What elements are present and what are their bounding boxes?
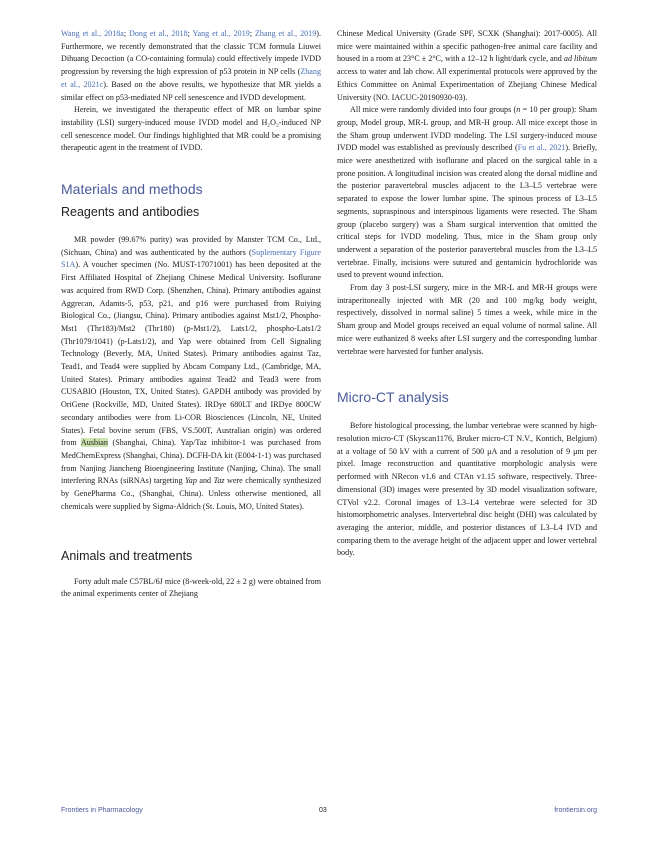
right-column [337, 28, 597, 560]
citation-link[interactable]: Yang et al., 2019 [192, 29, 250, 38]
site-link[interactable]: frontiersin.org [554, 807, 597, 814]
grouping-paragraph: All mice were randomly divided into four groups (n = 10 per group): Sham group, Model group, MR-L group, and MR-H group. All mice except those in the Sham group underwent IVDD modeling. The LSI surgery-induced mouse IVDD model was established as previously described (Fu et al., 2021). Briefly, mice were anesthetized with isoflurane and placed on the surgical table in a prone position. A longitudinal incision was created along the dorsal midline and the posterior paravertebral muscles adjacent to the L3–L5 vertebrae were separated to expose the lower lumbar spine. The spinous process of L3–L5 segments, supraspinous and interspinous ligaments were resected. The Sham group (placebo surgery) was a Sham surgical intervention that omitted the critical steps for IVDD modeling. Thus, mice in the Sham group only underwent a separation of the posterior paravertebral muscles from the L3–L5 vertebrae. Finally, incisions were sutured and gentamicin hydrochloride was used to prevent wound infection. [337, 105, 597, 280]
intro-paragraph-1: Wang et al., 2018a; Dong et al., 2018; Yang et al., 2019; Zhang et al., 2019). Furthermore, we recently demonstrated that the classic TCM formula Liuwei Dihuang Decoction (a CO-containing formula) could effectively impede IVDD progression by reversing the high expression of p53 protein in NP cells (Zhang et al., 2021c). Based on the above results, we hypothesize that MR yields a similar effect on p53-mediated NP cell senescence and IVDD development. [61, 29, 321, 102]
subsection-title: Animals and treatments [61, 548, 193, 563]
treatment-paragraph: From day 3 post-LSI surgery, mice in the MR-L and MR-H groups were intraperitoneally injected with MR (20 and 100 mg/kg body weight, respectively, dissolved in normal saline) 5 times a week, while mice in the Sham group and Model groups received an equal volume of normal saline. All mice were euthanized 8 weeks after LSI surgery and the corresponding lumbar vertebrae were harvested for further analysis. [337, 283, 597, 356]
citation-link[interactable]: Dong et al., 2018 [129, 29, 188, 38]
page-number: 03 [319, 807, 327, 814]
citation-link[interactable]: Zhang et al., 2019 [254, 29, 317, 38]
page-footer [61, 807, 597, 819]
subsection-title: Reagents and antibodies [61, 205, 200, 220]
left-column [61, 28, 321, 601]
citation-link[interactable]: Fu et al., 2021 [517, 143, 566, 153]
section-title: Micro-CT analysis [337, 389, 449, 406]
animals-paragraph-cont: Chinese Medical University (Grade SPF, SCXK (Shanghai): 2017-0005). All mice were maintained within a specific pathogen-free animal care facility and housed in a room at 23°C ± 2°C, with a 12–12 h light/dark cycle, and ad libitum access to water and lab chow. All experimental protocols were approved by the Ethics Committee on Animal Experimentation of Zhejiang Chinese Medical University (NO. IACUC-20190930-03). [337, 29, 597, 102]
animals-paragraph: Forty adult male C57BL/6J mice (8-week-old, 22 ± 2 g) were obtained from the animal experiments center of Zhejiang [61, 576, 321, 599]
section-title: Materials and methods [61, 181, 203, 198]
highlighted-text: Ausbian [80, 438, 108, 448]
citation-link[interactable]: Wang et al., 2018a [61, 29, 124, 38]
reagents-paragraph: MR powder (99.67% purity) was provided by Manster TCM Co., Ltd., (Sichuan, China) and was authenticated by the authors (Suplementary Figure S1A). A voucher specimen (No. MUST-17071001) has been deposited at the First Affiliated Hospital of Zhejiang Chinese Medical University. Isoflurane was acquired from RWD Corp. (Shenzhen, China). Primary antibodies against Aggrecan, Adamts-5, p53, p21, and p16 were purchased from Ruiying Biological Co., (Jiangsu, China). Primary antibodies against Mst1/2, Phospho-Mst1 (Thr183)/Mst2 (Thr180) (p-Mst1/2), Lats1/2, phospho-Lats1/2 (Thr1079/1041) (p-Lats1/2), and Yap were obtained from Cell Signaling Technology (Beverly, MA, United States). Primary antibodies against Taz, Tead1, and Tead4 were supplied by Abcam Company Ltd., (Cambridge, MA, United States). Primary antibodies against Tead2 and Tead3 were from CUSABIO (Houston, TX, United States). GAPDH antibody was provided by OriGene (Rockville, MD, United States). IRDye 680LT and IRDye 800CW secondary antibodies were from Li-COR Biosciences (Lincoln, NE, United States). Fetal bovine serum (FBS, VS.500T, Australian origin) was ordered from Ausbian (Shanghai, China). Yap/Taz inhibitor-1 was purchased from MedChemExpress (Shanghai, China). DCFH-DA kit (E004-1-1) was purchased from Nanjing Jiancheng Bioengineering Institute (Nanjing, China). The small interfering RNAs (siRNAs) targeting Yap and Taz were chemically synthesized by GenePharma Co., (Shanghai, China). Unless otherwise mentioned, all chemicals were supplied by Sigma-Aldrich (St. Louis, MO, United States). [61, 235, 322, 511]
citation-link[interactable]: Zhang et al., 2021c [61, 67, 321, 89]
journal-name: Frontiers in Pharmacology [61, 807, 143, 814]
intro-paragraph-2: Herein, we investigated the therapeutic effect of MR on lumbar spine instability (LSI) surgery-induced mouse IVDD model and H₂O₂-induced NP cell senescence model. Our findings highlighted that MR could be a promising therapeutic agent in the treatment of IVDD. [61, 105, 321, 153]
microct-paragraph: Before histological processing, the lumbar vertebrae were scanned by high-resolution micro-CT (Skyscan1176, Bruker micro-CT N.V., Kontich, Belgium) at a voltage of 50 kV with a current of 500 μA and a resolution of 9 μm per pixel. Image reconstruction and quantitative morphologic analysis were performed with NRecon v1.6 and CTAn v1.15 software, respectively. Three-dimensional (3D) images were presented by 3D model visualization software, CTVol v2.2. Coronal images of L3–L4 vertebrae were selected for 3D histomorphometric analyses. Intervertebral disc height (DHI) was calculated by averaging the anterior, middle, and posterior distances of L3–L4 IVD and comparing them to the average height of the adjacent upper and lower vertebral body. [337, 421, 597, 558]
supplementary-link[interactable]: Suplementary Figure S1A [61, 247, 321, 270]
